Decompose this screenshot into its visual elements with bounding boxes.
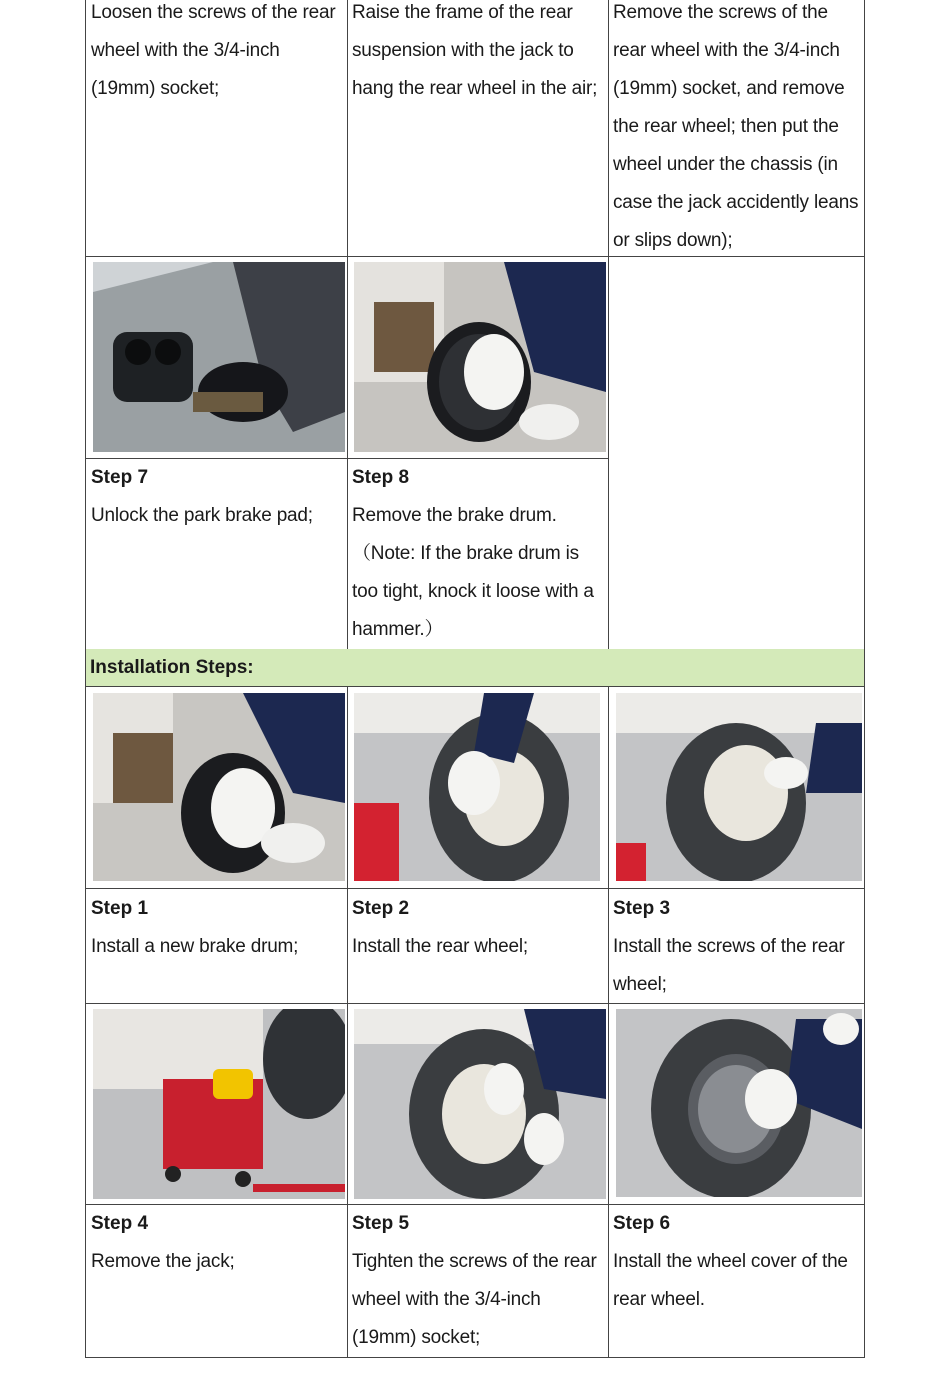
step-text: Remove the jack; xyxy=(91,1251,235,1272)
step-text: Tighten the screws of the rear wheel with the 3/4-inch (19mm) socket; xyxy=(352,1251,597,1348)
step-8-cell xyxy=(348,459,608,649)
step-text: Install the rear wheel; xyxy=(352,936,528,957)
step-5-cell xyxy=(348,1205,608,1357)
step-text: Install the screws of the rear wheel; xyxy=(613,936,845,995)
top-cell-2 xyxy=(348,0,608,256)
step-label: Step 3 xyxy=(613,898,671,919)
step-label: Step 5 xyxy=(352,1213,410,1234)
step-text: Remove the screws of the rear wheel with the 3/4-inch (19mm) socket, and remove the rear wheel; then put the wheel under the chassis (in case the jack accidently leans or slips down); xyxy=(613,2,859,251)
top-cell-1 xyxy=(87,0,347,256)
section-header xyxy=(86,649,864,686)
step-text: Unlock the park brake pad; xyxy=(91,505,313,526)
step-text: Install the wheel cover of the rear wheel. xyxy=(613,1251,848,1310)
jack-photo xyxy=(93,1009,345,1199)
step-7-cell xyxy=(87,459,347,649)
row-divider xyxy=(86,888,864,889)
step-text: Loosen the screws of the rear wheel with the 3/4-inch (19mm) socket; xyxy=(91,2,336,99)
step-label: Step 8 xyxy=(352,467,410,488)
wheel-cover-photo xyxy=(616,1009,862,1197)
step-text: Raise the frame of the rear suspension with the jack to hang the rear wheel in the air; xyxy=(352,2,598,99)
brake-drum-install-photo xyxy=(93,693,345,881)
row-divider xyxy=(86,256,864,257)
row-divider xyxy=(86,686,864,687)
top-cell-3 xyxy=(609,0,863,256)
brake-drum-removal-photo xyxy=(354,262,606,452)
section-title: Installation Steps: xyxy=(90,657,254,678)
rear-wheel-install-photo xyxy=(354,693,600,881)
step-label: Step 7 xyxy=(91,467,149,488)
step-text: Remove the brake drum. （Note: If the brake drum is too tight, knock it loose with a hammer.） xyxy=(352,505,594,640)
step-label: Step 1 xyxy=(91,898,149,919)
tighten-screws-photo xyxy=(354,1009,606,1199)
step-1-cell xyxy=(87,890,347,1003)
step-label: Step 4 xyxy=(91,1213,149,1234)
row-divider xyxy=(86,1003,864,1004)
step-4-cell xyxy=(87,1205,347,1357)
step-text: Install a new brake drum; xyxy=(91,936,299,957)
step-6-cell xyxy=(609,1205,863,1357)
step-2-cell xyxy=(348,890,608,1003)
step-label: Step 2 xyxy=(352,898,410,919)
step-label: Step 6 xyxy=(613,1213,671,1234)
brake-pedal-photo xyxy=(93,262,345,452)
steps-table xyxy=(85,0,865,1358)
wheel-screws-photo xyxy=(616,693,862,881)
step-3-cell xyxy=(609,890,863,1003)
